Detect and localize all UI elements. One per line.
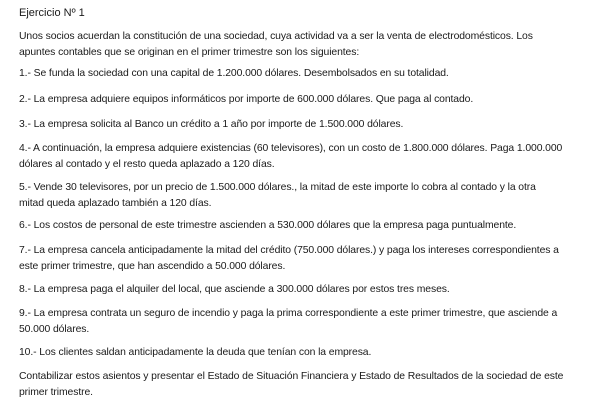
list-item-line: 2.- La empresa adquiere equipos informáticos por importe de 600.000 dólares. Que paga al contado. xyxy=(19,94,474,105)
list-item-1 xyxy=(19,66,607,82)
intro-line: apuntes contables que se originan en el primer trimestre son los siguientes: xyxy=(19,47,360,58)
list-item-9 xyxy=(19,306,607,338)
list-item-line: 8.- La empresa paga el alquiler del local, que asciende a 300.000 dólares por estos tres meses. xyxy=(19,284,450,295)
list-item-line: 7.- La empresa cancela anticipadamente la mitad del crédito (750.000 dólares.) y paga los intereses correspondientes a xyxy=(19,245,559,256)
list-item-line: 4.- A continuación, la empresa adquiere existencias (60 televisores), con un costo de 1.800.000 dólares. Paga 1.000.000 xyxy=(19,143,563,154)
list-item-6 xyxy=(19,218,607,234)
list-item-line: 10.- Los clientes saldan anticipadamente la deuda que tenían con la empresa. xyxy=(19,347,372,358)
list-item-7 xyxy=(19,243,607,275)
list-item-line: 3.- La empresa solicita al Banco un crédito a 1 año por importe de 1.500.000 dólares. xyxy=(19,119,404,130)
closing-line: Contabilizar estos asientos y presentar el Estado de Situación Financiera y Estado de Resultados de la sociedad de este xyxy=(19,371,564,382)
list-item-line: dólares al contado y el resto queda aplazado a 120 días. xyxy=(19,159,275,170)
list-item-line: 1.- Se funda la sociedad con una capital de 1.200.000 dólares. Desembolsados en su totalidad. xyxy=(19,68,449,79)
intro-paragraph xyxy=(19,29,607,61)
closing-paragraph xyxy=(19,369,607,401)
list-item-2 xyxy=(19,92,607,108)
list-item-3 xyxy=(19,117,607,133)
list-item-line: este primer trimestre, que han ascendido a 50.000 dólares. xyxy=(19,261,286,272)
list-item-line: 5.- Vende 30 televisores, por un precio de 1.500.000 dólares., la mitad de este importe lo cobra al contado y la otra xyxy=(19,182,536,193)
intro-line: Unos socios acuerdan la constitución de una sociedad, cuya actividad va a ser la venta de electrodomésticos. Los xyxy=(19,31,533,42)
list-item-4 xyxy=(19,141,607,173)
closing-line: primer trimestre. xyxy=(19,387,93,398)
list-item-8 xyxy=(19,282,607,298)
list-item-line: 9.- La empresa contrata un seguro de incendio y paga la prima correspondiente a este primer trimestre, que asciende a xyxy=(19,308,558,319)
list-item-5 xyxy=(19,180,607,212)
list-item-10 xyxy=(19,345,607,361)
exercise-title: Ejercicio Nº 1 xyxy=(19,7,85,19)
list-item-line: 50.000 dólares. xyxy=(19,324,90,335)
list-item-line: mitad queda aplazado también a 120 días. xyxy=(19,198,212,209)
list-item-line: 6.- Los costos de personal de este trimestre ascienden a 530.000 dólares que la empresa paga puntualmente. xyxy=(19,220,517,231)
